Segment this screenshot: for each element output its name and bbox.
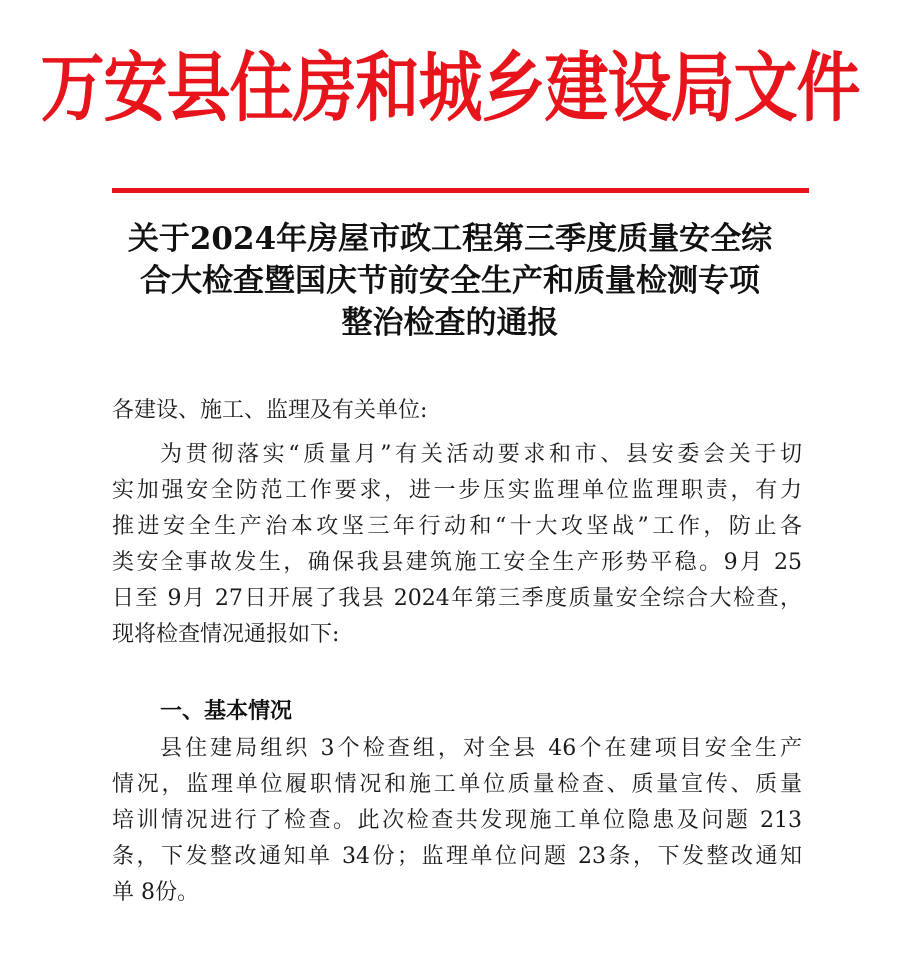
document-title: [100, 218, 800, 344]
paragraph-line: 现将检查情况通报如下:: [112, 622, 340, 647]
paragraph-line: 情况，监理单位履职情况和施工单位质量检查、质量宣传、质量: [112, 772, 802, 797]
paragraph-line: 推进安全生产治本攻坚三年行动和“十大攻坚战”工作，防止各: [112, 514, 802, 539]
salutation-text: 各建设、施工、监理及有关单位:: [112, 398, 428, 423]
salutation: [112, 393, 802, 429]
section-heading-basic-info: 一、基本情况: [160, 699, 293, 724]
paragraph-line: 日至 9月 27日开展了我县 2024年第三季度质量安全综合大检查，: [112, 586, 802, 611]
paragraph-line: 单 8份。: [112, 880, 199, 905]
paragraph-line: 县住建局组织 3个检查组，对全县 46个在建项目安全生产: [160, 736, 802, 761]
paragraph-line: 培训情况进行了检查。此次检查共发现施工单位隐患及问题 213: [112, 808, 802, 833]
paragraph-intro: [112, 437, 802, 653]
document-header-title: 万安县住房和城乡建设局文件: [40, 44, 860, 133]
paragraph-line: 条，下发整改通知单 34份；监理单位问题 23条，下发整改通知: [112, 844, 802, 869]
paragraph-basic-info: [112, 731, 802, 911]
paragraph-line: 类安全事故发生，确保我县建筑施工安全生产形势平稳。9月 25: [112, 550, 802, 575]
title-line: 整治检查的通报: [341, 305, 559, 341]
paragraph-line: 实加强安全防范工作要求，进一步压实监理单位监理职责，有力: [112, 478, 802, 503]
title-line: 合大检查暨国庆节前安全生产和质量检测专项: [140, 263, 760, 299]
header-red-rule: [112, 188, 809, 193]
paragraph-line: 为贯彻落实“质量月”有关活动要求和市、县安委会关于切: [160, 442, 802, 467]
title-line: 关于2024年房屋市政工程第三季度质量安全综: [127, 221, 773, 257]
